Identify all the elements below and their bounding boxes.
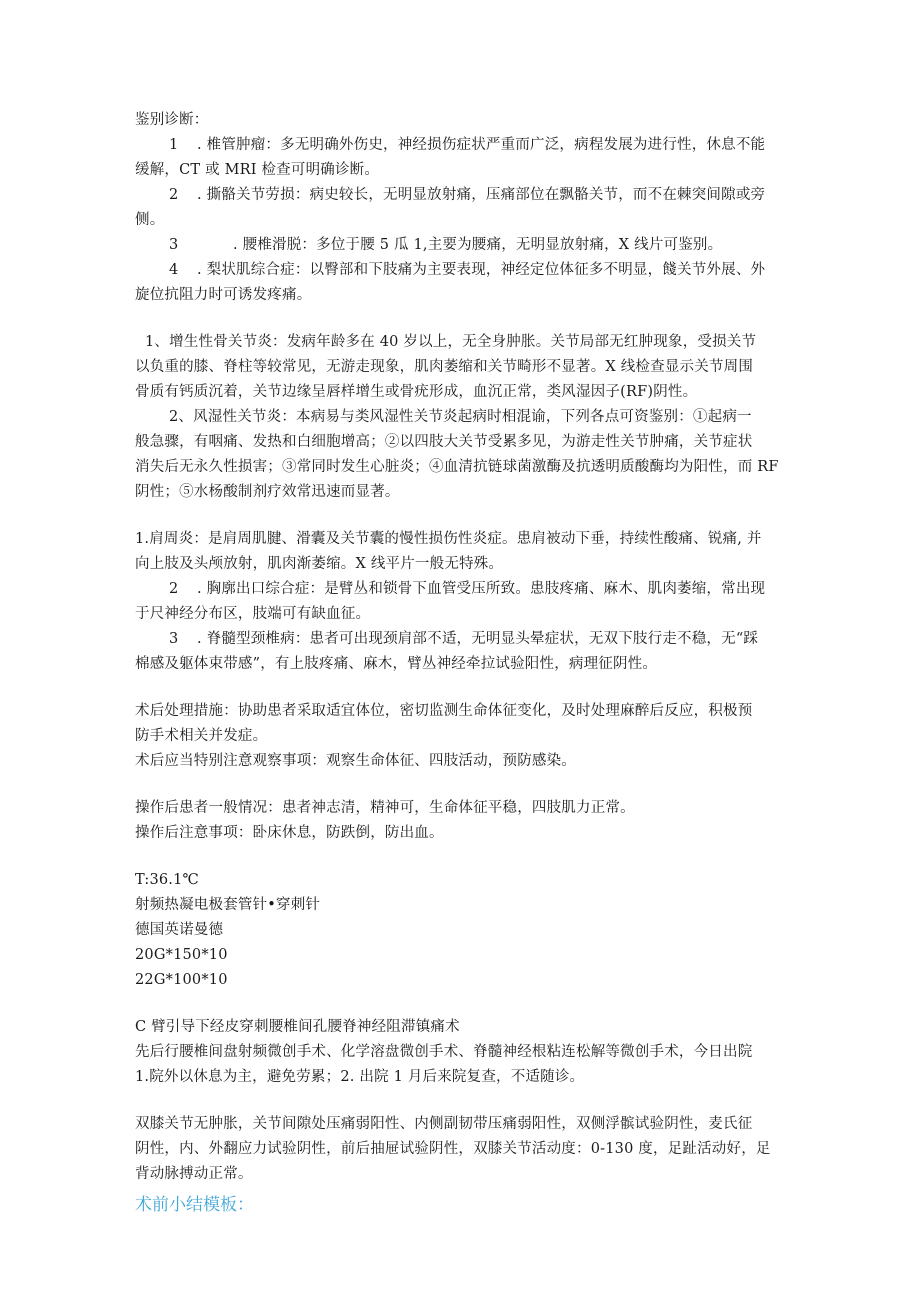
diff-item-1-line1 — [135, 133, 790, 158]
diff-item-4-line2: 旋位抗阻力时可诱发疼痛。 — [135, 287, 312, 303]
postop-line3: 术后应当特别注意观察事项：观察生命体征、四肢活动，预防感染。 — [135, 753, 576, 769]
arthritis-p1-line2: 以负重的膝、脊柱等较常见，无游走现象，肌肉萎缩和关节畸形不显著。X 线检查显示关节周围 — [135, 359, 754, 375]
diff-item-2-line1 — [135, 183, 790, 208]
shoulder-item-text: . 脊髓型颈椎病：患者可出现颈肩部不适，无明显头晕症状，无双下肢行走不稳，无“踩 — [197, 631, 759, 647]
arthritis-p2-line2: 般急骤，有咽痛、发热和白细胞增高；②以四肢大关节受累多见，为游走性关节肿痛，关节症状 — [135, 434, 753, 450]
section-title-differential: 鉴别诊断： — [135, 112, 209, 128]
equipment-spec-2: 22G*100*10 — [135, 972, 228, 988]
equipment-spec-1: 20G*150*10 — [135, 947, 228, 963]
diff-item-num: 1 — [169, 137, 179, 153]
shoulder-item-3-line2: 棉感及躯体束带感”，有上肢疼痛、麻木，臂丛神经牵拉试验阳性，病理征阴性。 — [135, 656, 658, 672]
arthritis-p1-line1: 1、增生性骨关节炎：发病年龄多在 40 岁以上，无全身肿胀。关节局部无红肿现象，受损关节 — [145, 334, 757, 350]
diff-item-text: . 椎管肿瘤：多无明确外伤史，神经损伤症状严重而广泛，病程发展为进行性，休息不能 — [197, 137, 766, 153]
equipment-name: 射频热凝电极套管针•穿刺针 — [135, 897, 321, 913]
after-op-line1: 操作后患者一般情况：患者神志清，精神可，生命体征平稳，四肢肌力正常。 — [135, 800, 635, 816]
postop-line2: 防手术相关并发症。 — [135, 728, 268, 744]
equipment-manufacturer: 德国英诺曼德 — [135, 922, 224, 938]
arthritis-p1-line3: 骨质有钙质沉着，关节边缘呈唇样增生或骨疣形成，血沉正常，类风湿因子(RF)阴性。 — [135, 384, 698, 400]
diff-item-2-line2: 侧。 — [135, 212, 165, 228]
shoulder-item-text: . 胸廓出口综合症：是臂丛和锁骨下血管受压所致。患肢疼痛、麻木、肌肉萎缩，常出现 — [197, 581, 766, 597]
diff-item-text: . 梨状肌综合症：以臀部和下肢痛为主要表现，神经定位体征多不明显，餞关节外展、外 — [197, 262, 766, 278]
procedure-history: 先后行腰椎间盘射频微创手术、化学溶盘微创手术、脊髓神经根粘连松解等微创手术，今日出院 — [135, 1044, 753, 1060]
knee-exam-line3: 背动脉搏动正常。 — [135, 1166, 253, 1182]
diff-item-3-line1 — [135, 233, 790, 258]
arthritis-p2-line3: 消失后无永久性损害；③常同时发生心脏炎；④血清抗链球菌激酶及抗透明质酸酶均为阳性，而 RF — [135, 459, 779, 475]
shoulder-item-num: 2 — [169, 581, 179, 597]
diff-item-num: 3 — [169, 237, 179, 253]
shoulder-item-2-line1 — [135, 577, 790, 602]
diff-item-num: 4 — [169, 262, 179, 278]
temperature-reading: T:36.1℃ — [135, 872, 199, 888]
shoulder-item-3-line1 — [135, 627, 790, 652]
diff-item-1-line2: 缓解，CT 或 MRI 检查可明确诊断。 — [135, 162, 380, 178]
postop-line1: 术后处理措施：协助患者采取适宜体位，密切监测生命体征变化，及时处理麻醉后反应，积极预 — [135, 703, 753, 719]
knee-exam-line1: 双膝关节无肿胀，关节间隙处压痛弱阳性、内侧副韧带压痛弱阳性，双侧浮髌试验阴性，麦氏征 — [135, 1116, 753, 1132]
after-op-line2: 操作后注意事项：卧床休息，防跌倒，防出血。 — [135, 825, 444, 841]
shoulder-p1-line1: 1.肩周炎：是肩周肌腱、滑囊及关节囊的慢性损伤性炎症。患肩被动下垂，持续性酸痛、锐痛, 并 — [135, 531, 762, 547]
diff-item-text: . 腰椎滑脱：多位于腰 5 瓜 1,主要为腰痛，无明显放射痛，X 线片可鉴别。 — [233, 237, 723, 253]
document-page — [135, 108, 790, 1219]
discharge-instructions: 1.院外以休息为主，避免劳累；2. 出院 1 月后来院复查，不适随诊。 — [135, 1069, 585, 1085]
diff-item-4-line1 — [135, 258, 790, 283]
knee-exam-line2: 阴性，内、外翻应力试验阴性，前后抽屉试验阴性，双膝关节活动度：0-130 度，足趾活动好，足 — [135, 1141, 771, 1157]
arthritis-p2-line4: 阴性；⑤水杨酸制剂疗效常迅速而显著。 — [135, 484, 400, 500]
diff-item-text: . 撕骼关节劳损：病史较长，无明显放射痛，压痛部位在飘骼关节，而不在棘突间隙或旁 — [197, 187, 766, 203]
shoulder-item-num: 3 — [169, 631, 179, 647]
shoulder-p1-line2: 向上肢及头颅放射，肌肉渐萎缩。X 线平片一般无特殊。 — [135, 556, 504, 572]
shoulder-item-2-line2: 于尺神经分布区，肢端可有缺血征。 — [135, 606, 371, 622]
arthritis-p2-line1: 2、风湿性关节炎：本病易与类风湿性关节炎起病时相混谕，下列各点可资鉴别：①起病一 — [169, 409, 752, 425]
procedure-title: C 臂引导下经皮穿刺腰椎间孔腰脊神经阻滞镇痛术 — [135, 1019, 460, 1035]
preop-summary-heading: 术前小结模板： — [135, 1195, 254, 1215]
diff-item-num: 2 — [169, 187, 179, 203]
